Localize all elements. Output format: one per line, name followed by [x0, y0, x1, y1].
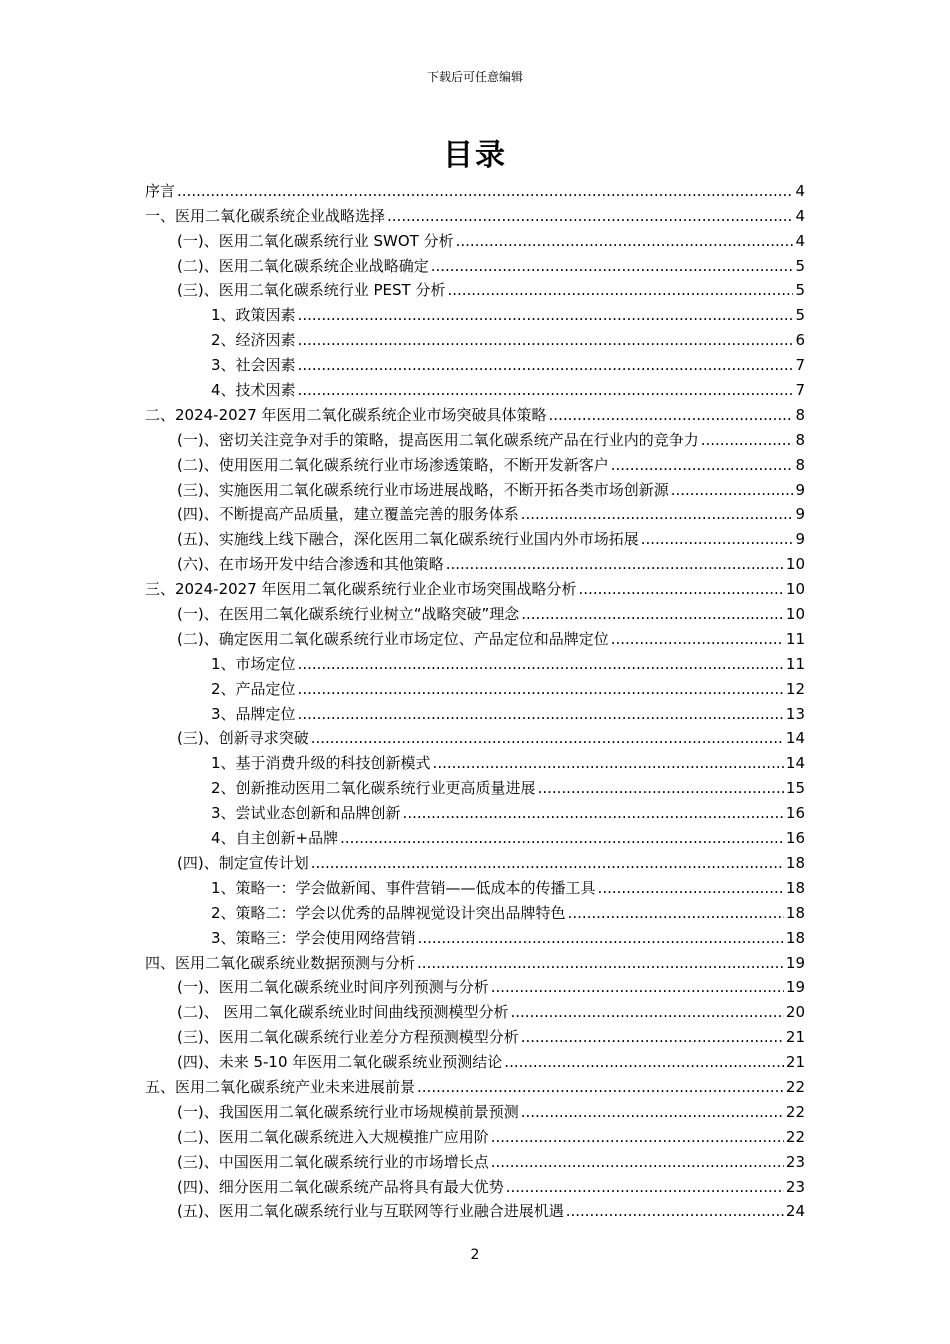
toc-leader-dots [521, 604, 784, 624]
toc-entry[interactable] [145, 226, 805, 251]
toc-entry-label: 一、医用二氧化碳系统企业战略选择 [145, 206, 386, 225]
toc-leader-dots [340, 828, 784, 848]
toc-entry[interactable] [145, 300, 805, 325]
toc-entry-page: 23 [785, 1152, 805, 1171]
toc-entry-label: 1、政策因素 [211, 306, 296, 325]
toc-leader-dots [568, 903, 784, 923]
toc-entry[interactable] [145, 599, 805, 624]
toc-entry[interactable] [145, 724, 805, 749]
toc-entry[interactable] [145, 276, 805, 301]
toc-entry-page: 20 [785, 1003, 805, 1022]
toc-entry-label: (二)、医用二氧化碳系统进入大规模推广应用阶 [177, 1127, 489, 1146]
toc-entry[interactable] [145, 574, 805, 599]
toc-entry-page: 11 [785, 654, 805, 673]
toc-entry-label: 1、基于消费升级的科技创新模式 [211, 754, 431, 773]
toc-entry-label: (四)、不断提高产品质量，建立覆盖完善的服务体系 [177, 505, 519, 524]
toc-entry-page: 13 [785, 704, 805, 723]
toc-leader-dots [298, 305, 794, 325]
toc-entry-page: 10 [785, 605, 805, 624]
toc-leader-dots [177, 181, 793, 201]
toc-entry-label: 2、经济因素 [211, 331, 296, 350]
toc-leader-dots [611, 629, 784, 649]
toc-leader-dots [579, 579, 784, 599]
toc-entry-page: 15 [785, 779, 805, 798]
toc-entry-page: 8 [795, 430, 805, 449]
toc-entry[interactable] [145, 848, 805, 873]
toc-entry-page: 14 [785, 729, 805, 748]
toc-entry-page: 22 [785, 1102, 805, 1121]
toc-entry-label: 序言 [145, 181, 176, 200]
toc-entry[interactable] [145, 674, 805, 699]
toc-entry-label: 二、2024-2027 年医用二氧化碳系统企业市场突破具体策略 [145, 405, 547, 424]
toc-entry-label: (六)、在市场开发中结合渗透和其他策略 [177, 555, 444, 574]
toc-leader-dots [417, 953, 784, 973]
toc-entry-label: (四)、未来 5-10 年医用二氧化碳系统业预测结论 [177, 1053, 503, 1072]
toc-leader-dots [447, 280, 793, 300]
toc-leader-dots [491, 977, 784, 997]
toc-entry-label: (三)、创新寻求突破 [177, 729, 309, 748]
toc-title: 目录 [443, 138, 507, 173]
toc-leader-dots [521, 1102, 784, 1122]
toc-leader-dots [431, 256, 794, 276]
toc-entry-page: 5 [795, 281, 805, 300]
toc-leader-dots [611, 455, 794, 475]
toc-entry-label: (一)、我国医用二氧化碳系统行业市场规模前景预测 [177, 1102, 519, 1121]
table-of-contents [145, 176, 805, 1221]
toc-entry-page: 19 [785, 978, 805, 997]
toc-entry[interactable] [145, 549, 805, 574]
toc-entry[interactable] [145, 1047, 805, 1072]
toc-entry-label: 3、尝试业态创新和品牌创新 [211, 804, 401, 823]
toc-entry-label: (三)、中国医用二氧化碳系统行业的市场增长点 [177, 1152, 489, 1171]
toc-entry[interactable] [145, 948, 805, 973]
toc-entry-page: 9 [795, 480, 805, 499]
toc-entry-page: 18 [785, 928, 805, 947]
toc-entry-page: 22 [785, 1127, 805, 1146]
toc-entry[interactable] [145, 375, 805, 400]
toc-entry-label: (三)、医用二氧化碳系统行业差分方程预测模型分析 [177, 1028, 519, 1047]
toc-entry-page: 12 [785, 679, 805, 698]
toc-entry-label: 3、社会因素 [211, 356, 296, 375]
toc-entry-label: 3、策略三：学会使用网络营销 [211, 928, 416, 947]
toc-leader-dots [549, 405, 794, 425]
toc-leader-dots [311, 728, 784, 748]
toc-leader-dots [598, 878, 784, 898]
toc-entry-page: 9 [795, 530, 805, 549]
toc-entry-label: (一)、密切关注竞争对手的策略，提高医用二氧化碳系统产品在行业内的竞争力 [177, 430, 699, 449]
toc-leader-dots [298, 355, 794, 375]
toc-leader-dots [510, 1002, 783, 1022]
toc-entry-label: 3、品牌定位 [211, 704, 296, 723]
toc-entry[interactable] [145, 1072, 805, 1097]
toc-leader-dots [417, 1077, 784, 1097]
toc-entry-page: 4 [795, 231, 805, 250]
toc-entry[interactable] [145, 350, 805, 375]
toc-leader-dots [298, 679, 784, 699]
toc-entry-label: 2、产品定位 [211, 679, 296, 698]
toc-entry-label: (二)、确定医用二氧化碳系统行业市场定位、产品定位和品牌定位 [177, 629, 609, 648]
toc-leader-dots [491, 1127, 784, 1147]
toc-leader-dots [298, 380, 794, 400]
toc-entry-page: 4 [795, 181, 805, 200]
toc-entry-page: 4 [795, 206, 805, 225]
toc-leader-dots [538, 778, 784, 798]
toc-leader-dots [491, 1152, 784, 1172]
toc-entry-page: 7 [795, 356, 805, 375]
toc-entry[interactable] [145, 176, 805, 201]
toc-entry-label: 四、医用二氧化碳系统业数据预测与分析 [145, 953, 416, 972]
toc-entry-label: 2、创新推动医用二氧化碳系统行业更高质量进展 [211, 779, 536, 798]
toc-entry-page: 18 [785, 903, 805, 922]
toc-entry-page: 16 [785, 804, 805, 823]
toc-entry[interactable] [145, 699, 805, 724]
toc-entry[interactable] [145, 425, 805, 450]
toc-leader-dots [298, 330, 794, 350]
toc-entry-page: 8 [795, 405, 805, 424]
toc-entry-page: 22 [785, 1077, 805, 1096]
toc-leader-dots [504, 1052, 784, 1072]
toc-entry[interactable] [145, 1197, 805, 1222]
toc-leader-dots [418, 928, 784, 948]
toc-entry-label: (五)、医用二氧化碳系统行业与互联网等行业融合进展机遇 [177, 1202, 564, 1221]
toc-entry-page: 16 [785, 829, 805, 848]
toc-entry-page: 5 [795, 306, 805, 325]
toc-entry-page: 9 [795, 505, 805, 524]
toc-entry-label: 1、策略一：学会做新闻、事件营销——低成本的传播工具 [211, 878, 596, 897]
toc-entry[interactable] [145, 325, 805, 350]
toc-entry-page: 18 [785, 853, 805, 872]
toc-entry-page: 19 [785, 953, 805, 972]
toc-entry[interactable] [145, 649, 805, 674]
toc-entry-page: 7 [795, 381, 805, 400]
toc-entry-label: 三、2024-2027 年医用二氧化碳系统行业企业市场突围战略分析 [145, 580, 577, 599]
toc-entry[interactable] [145, 773, 805, 798]
toc-entry[interactable] [145, 624, 805, 649]
page-header-note: 下载后可任意编辑 [426, 70, 523, 84]
toc-entry-page: 24 [785, 1202, 805, 1221]
toc-entry[interactable] [145, 251, 805, 276]
toc-entry-label: 2、策略二：学会以优秀的品牌视觉设计突出品牌特色 [211, 903, 566, 922]
toc-entry-page: 23 [785, 1177, 805, 1196]
toc-leader-dots [446, 554, 784, 574]
toc-leader-dots [521, 1027, 784, 1047]
toc-entry-label: (一)、在医用二氧化碳系统行业树立“战略突破”理念 [177, 605, 520, 624]
toc-entry-label: (四)、细分医用二氧化碳系统产品将具有最大优势 [177, 1177, 504, 1196]
toc-entry[interactable] [145, 973, 805, 998]
toc-entry[interactable] [145, 500, 805, 525]
toc-leader-dots [387, 206, 793, 226]
toc-leader-dots [403, 803, 784, 823]
toc-entry[interactable] [145, 823, 805, 848]
toc-entry[interactable] [145, 873, 805, 898]
toc-entry[interactable] [145, 898, 805, 923]
toc-entry[interactable] [145, 923, 805, 948]
toc-entry-label: (二)、使用医用二氧化碳系统行业市场渗透策略，不断开发新客户 [177, 455, 609, 474]
toc-entry-page: 11 [785, 629, 805, 648]
toc-entry-page: 6 [795, 331, 805, 350]
toc-entry-label: (五)、实施线上线下融合，深化医用二氧化碳系统行业国内外市场拓展 [177, 530, 639, 549]
toc-leader-dots [433, 753, 784, 773]
toc-entry[interactable] [145, 475, 805, 500]
toc-leader-dots [701, 430, 794, 450]
toc-entry-page: 18 [785, 878, 805, 897]
toc-entry-label: 4、自主创新+品牌 [211, 829, 339, 848]
toc-leader-dots [566, 1201, 784, 1221]
toc-entry-label: (三)、实施医用二氧化碳系统行业市场进展战略，不断开拓各类市场创新源 [177, 480, 669, 499]
page-number: 2 [470, 1247, 480, 1263]
toc-entry-label: (四)、制定宣传计划 [177, 853, 309, 872]
toc-leader-dots [506, 1177, 784, 1197]
toc-entry-label: (一)、医用二氧化碳系统行业 SWOT 分析 [177, 231, 454, 250]
toc-entry-page: 10 [785, 580, 805, 599]
toc-entry[interactable] [145, 1097, 805, 1122]
toc-entry[interactable] [145, 748, 805, 773]
toc-leader-dots [641, 529, 794, 549]
toc-leader-dots [298, 704, 784, 724]
toc-leader-dots [456, 231, 794, 251]
toc-entry-label: (一)、医用二氧化碳系统业时间序列预测与分析 [177, 978, 489, 997]
toc-entry-label: 五、医用二氧化碳系统产业未来进展前景 [145, 1077, 416, 1096]
toc-entry[interactable] [145, 1122, 805, 1147]
toc-entry[interactable] [145, 1172, 805, 1197]
toc-entry[interactable] [145, 798, 805, 823]
toc-leader-dots [521, 504, 794, 524]
toc-entry[interactable] [145, 997, 805, 1022]
toc-entry-page: 5 [795, 256, 805, 275]
toc-entry-page: 8 [795, 455, 805, 474]
toc-entry-label: (二)、 医用二氧化碳系统业时间曲线预测模型分析 [177, 1003, 509, 1022]
toc-entry[interactable] [145, 450, 805, 475]
toc-entry-label: (二)、医用二氧化碳系统企业战略确定 [177, 256, 429, 275]
toc-entry-label: (三)、医用二氧化碳系统行业 PEST 分析 [177, 281, 446, 300]
toc-entry[interactable] [145, 1022, 805, 1047]
toc-entry-page: 14 [785, 754, 805, 773]
toc-entry-page: 21 [785, 1028, 805, 1047]
toc-entry[interactable] [145, 524, 805, 549]
toc-leader-dots [671, 480, 794, 500]
toc-entry[interactable] [145, 201, 805, 226]
toc-entry-page: 10 [785, 555, 805, 574]
toc-leader-dots [311, 853, 784, 873]
toc-entry-label: 1、市场定位 [211, 654, 296, 673]
toc-entry[interactable] [145, 400, 805, 425]
toc-entry[interactable] [145, 1147, 805, 1172]
toc-entry-label: 4、技术因素 [211, 381, 296, 400]
toc-entry-page: 21 [785, 1053, 805, 1072]
toc-leader-dots [298, 654, 784, 674]
